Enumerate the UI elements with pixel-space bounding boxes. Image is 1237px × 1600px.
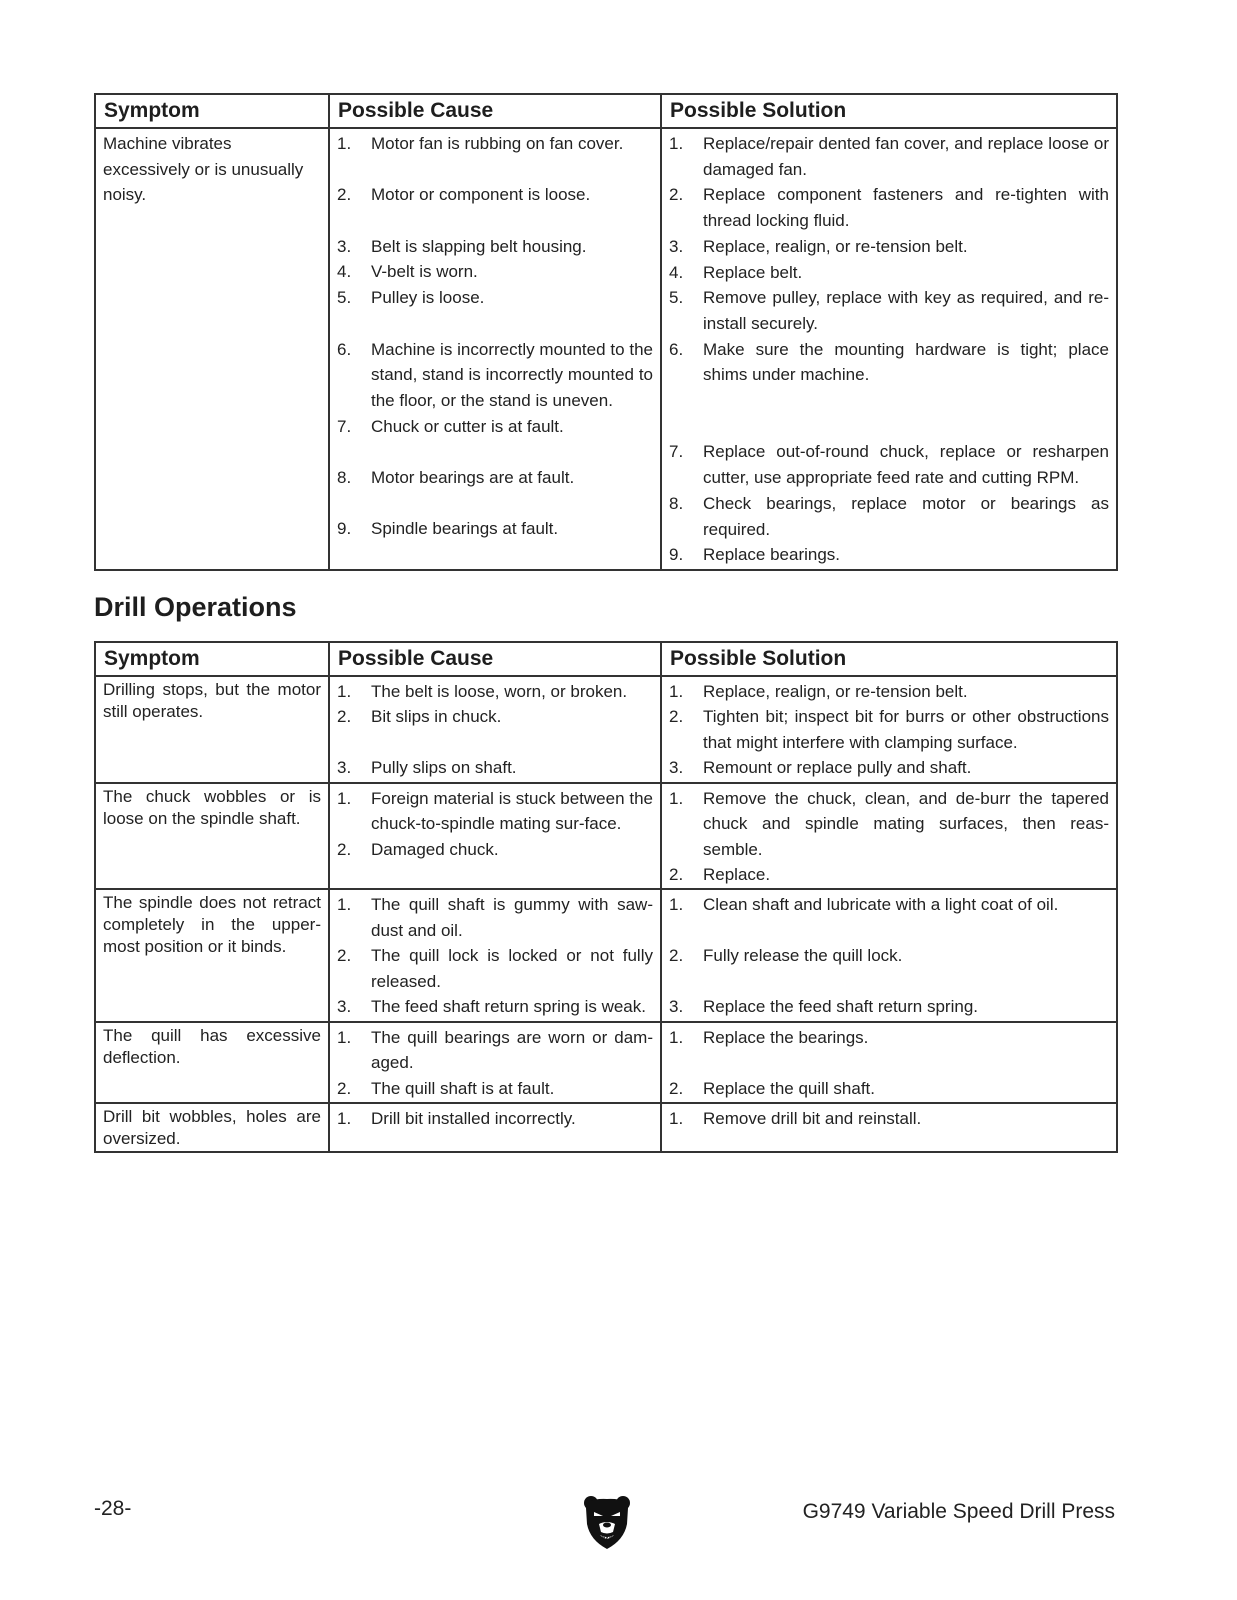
cause-item: 3. Pully slips on shaft. xyxy=(337,758,517,778)
symptom-text: Drill bit wobbles, holes are oversized. xyxy=(103,1107,321,1149)
symptom-cell xyxy=(95,889,329,1021)
cause-item: 3. The feed shaft return spring is weak. xyxy=(337,997,646,1017)
cause-item: 1. Drill bit installed incorrectly. xyxy=(337,1109,576,1129)
symptom-text: The chuck wobbles or is loose on the spindle shaft. xyxy=(103,786,321,828)
cause-cell xyxy=(329,1022,661,1103)
symptom-text: The quill has excessive deflection. xyxy=(103,1025,321,1067)
cause-item: 2. Damaged chuck. xyxy=(337,839,499,859)
cause-item: 2. The quill lock is locked or not fully released. xyxy=(337,946,653,991)
solution-item: 8. Check bearings, replace motor or bearings as required. xyxy=(669,493,1109,539)
solution-cell xyxy=(661,1022,1117,1103)
table-header-row xyxy=(95,94,1117,128)
cause-item: 1. The quill bearings are worn or dam-aged. xyxy=(337,1027,653,1073)
solution-cell xyxy=(661,1103,1117,1152)
troubleshooting-table-drill-operations xyxy=(94,641,1118,1153)
solution-item: 2. Replace. xyxy=(669,865,771,885)
cause-item: 2. Motor or component is loose. xyxy=(337,185,591,205)
cause-item: 8. Motor bearings are at fault. xyxy=(337,468,575,488)
table-row xyxy=(95,889,1117,1021)
solution-item: 2. Fully release the quill lock. xyxy=(669,946,903,966)
grizzly-bear-icon xyxy=(582,1494,632,1550)
symptom-cell xyxy=(95,128,329,570)
symptom-cell xyxy=(95,783,329,890)
solution-item: 1. Replace the bearings. xyxy=(669,1027,869,1047)
cause-cell xyxy=(329,676,661,783)
possible-cause-header: Possible Cause xyxy=(329,94,661,128)
solution-item: 9. Replace bearings. xyxy=(669,545,841,565)
table-row xyxy=(95,128,1117,570)
cause-item: 2. Bit slips in chuck. xyxy=(337,707,502,727)
table-row xyxy=(95,1103,1117,1152)
document-title: G9749 Variable Speed Drill Press xyxy=(802,1500,1115,1523)
solution-cell xyxy=(661,676,1117,783)
solution-item: 3. Replace the feed shaft return spring. xyxy=(669,997,978,1017)
solution-item: 2. Tighten bit; inspect bit for burrs or other obstructions that might interfere with clamping surface. xyxy=(669,707,1109,752)
cause-cell xyxy=(329,1103,661,1152)
solution-item: 3. Remount or replace pully and shaft. xyxy=(669,758,972,778)
solution-item: 1. Remove drill bit and reinstall. xyxy=(669,1109,922,1129)
cause-item: 6. Machine is incorrectly mounted to the stand, stand is incorrectly mounted to the floor, or the stand is uneven. xyxy=(337,339,653,410)
symptom-text: Machine vibrates excessively or is unusually noisy. xyxy=(103,134,304,205)
symptom-cell xyxy=(95,1022,329,1103)
table-row xyxy=(95,1022,1117,1103)
symptom-cell xyxy=(95,676,329,783)
symptom-text: Drilling stops, but the motor still operates. xyxy=(103,680,321,721)
page-number: -28- xyxy=(94,1497,132,1520)
cause-item: 1. The quill shaft is gummy with saw-dust and oil. xyxy=(337,895,653,940)
cause-item: 9. Spindle bearings at fault. xyxy=(337,519,559,539)
cause-cell xyxy=(329,889,661,1021)
table-row xyxy=(95,783,1117,890)
symptom-header: Symptom xyxy=(95,94,329,128)
solution-cell xyxy=(661,128,1117,570)
solution-item: 7. Replace out-of-round chuck, replace or resharpen cutter, use appropriate feed rate and cutting RPM. xyxy=(669,442,1109,488)
possible-cause-header: Possible Cause xyxy=(329,642,661,676)
solution-item: 6. Make sure the mounting hardware is tight; place shims under machine. xyxy=(669,339,1109,385)
solution-item: 1. Clean shaft and lubricate with a light coat of oil. xyxy=(669,895,1059,915)
solution-item: 5. Remove pulley, replace with key as required, and re-install securely. xyxy=(669,288,1109,333)
symptom-cell xyxy=(95,1103,329,1152)
solution-item: 2. Replace component fasteners and re-tighten with thread locking fluid. xyxy=(669,185,1109,231)
possible-solution-header: Possible Solution xyxy=(661,94,1117,128)
solution-cell xyxy=(661,783,1117,890)
solution-item: 4. Replace belt. xyxy=(669,262,803,282)
cause-item: 1. The belt is loose, worn, or broken. xyxy=(337,682,628,701)
symptom-header: Symptom xyxy=(95,642,329,676)
cause-item: 1. Foreign material is stuck between the chuck-to-spindle mating sur-face. xyxy=(337,788,653,834)
possible-solution-header: Possible Solution xyxy=(661,642,1117,676)
cause-item: 1. Motor fan is rubbing on fan cover. xyxy=(337,134,624,153)
cause-cell xyxy=(329,783,661,890)
solution-item: 1. Replace/repair dented fan cover, and replace loose or damaged fan. xyxy=(669,134,1109,179)
cause-item: 4. V-belt is worn. xyxy=(337,262,478,282)
table-header-row xyxy=(95,642,1117,676)
solution-cell xyxy=(661,889,1117,1021)
cause-cell xyxy=(329,128,661,570)
table-row xyxy=(95,676,1117,783)
section-title-drill-operations: Drill Operations xyxy=(94,592,297,622)
cause-item: 2. The quill shaft is at fault. xyxy=(337,1078,555,1098)
troubleshooting-table-general xyxy=(94,93,1118,571)
symptom-text: The spindle does not retract completely in the upper-most position or it binds. xyxy=(103,893,321,957)
cause-item: 3. Belt is slapping belt housing. xyxy=(337,236,587,256)
cause-item: 7. Chuck or cutter is at fault. xyxy=(337,416,564,436)
cause-item: 5. Pulley is loose. xyxy=(337,288,485,308)
solution-item: 2. Replace the quill shaft. xyxy=(669,1078,875,1098)
solution-item: 1. Replace, realign, or re-tension belt. xyxy=(669,682,968,701)
solution-item: 3. Replace, realign, or re-tension belt. xyxy=(669,236,968,256)
solution-item: 1. Remove the chuck, clean, and de-burr the tapered chuck and spindle mating surfaces, then reas-semble. xyxy=(669,788,1109,859)
